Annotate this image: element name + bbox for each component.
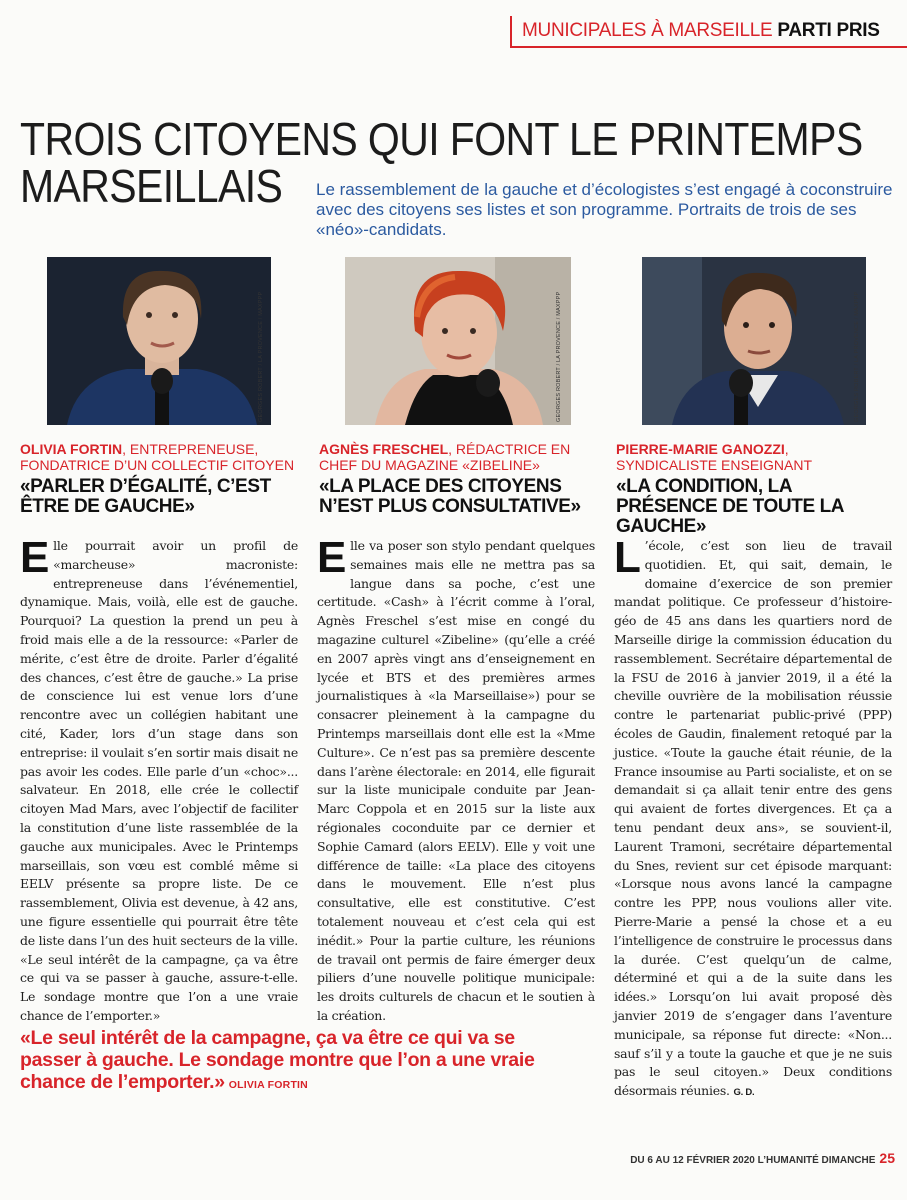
dropcap: E (20, 533, 50, 582)
quote-heading: «PARLER D’ÉGALITÉ, C’EST ÊTRE DE GAUCHE» (20, 476, 271, 517)
section-kicker (0, 12, 907, 52)
photo-credit: GEORGES ROBERT / LA PROVENCE / MAXPPP (556, 291, 562, 422)
kicker-tag: PARTI PRIS (777, 20, 880, 41)
person-role: , SYNDICALISTE ENSEIGNANT (616, 441, 813, 473)
portrait-photo-agnes-freschel (345, 257, 571, 425)
pull-quote-attribution: OLIVIA FORTIN (228, 1079, 308, 1091)
person-role: , RÉDACTRICE EN CHEF DU MAGAZINE «ZIBELINE» (319, 441, 571, 473)
article-body-2 (317, 533, 595, 1026)
pull-quote (20, 1027, 580, 1096)
body-text: lle pourrait avoir un profil de «marcheuse» macroniste: entrepreneuse dans l’événementiel, dynamique. Mais, voilà, elle est de gauche. Pourquoi? La question la prend un peu à froid mais elle a de la ressource: «Parler de mérite, c’est être de droite. Parler d’égalité des chances, c’est être de gauche.» La prise de conscience lui est venue lors d’une rencontre avec un collégien habitant une cité, Kader, lors d’un stage dans son entreprise: il voulait s’en sortir mais disait ne pas avoir les codes. Elle parle d’un «choc»... salvateur. En 2018, elle crée le collectif citoyen Mad Mars, avec l’objectif de faciliter la constitution d’une liste rassemblée de la gauche aux municipales. Avec le Printemps marseillais, son vœu est comblé même si EELV présente sa propre liste. De ce rassemblement, Olivia est devenue, à 42 ans, une figure essentielle qui pourrait être tête de liste dans l’un des huit secteurs de la ville. «Le seul intérêt de la campagne, ça va être ce qui va se passer à gauche, assure-t-elle. Le sondage montre que l’on a une vraie chance de l’emporter.» (20, 538, 298, 1023)
byline (616, 441, 892, 473)
photo-credit: GEORGES ROBERT / LA PROVENCE / MAXPPP (854, 291, 860, 422)
dropcap: E (317, 533, 347, 582)
byline (319, 441, 595, 473)
article-body-1 (20, 533, 298, 1026)
person-name: PIERRE-MARIE GANOZZI (616, 441, 785, 457)
kicker-text (522, 20, 880, 42)
author-signature: G. D. (733, 1087, 755, 1099)
kicker-section: MUNICIPALES À MARSEILLE (522, 20, 773, 41)
person-name: AGNÈS FRESCHEL (319, 441, 449, 457)
portrait-photo-olivia-fortin (47, 257, 271, 425)
article-body-3 (614, 533, 892, 1103)
page-footer (630, 1150, 895, 1166)
article-headline: TROIS CITOYENS QUI FONT LE PRINTEMPS MARSEILLAIS (20, 113, 863, 213)
body-text: ’école, c’est son lieu de travail quotidien. Et, qui sait, demain, le domaine d’exercice de son premier mandat politique. Ce professeur d’histoire-géo de 45 ans dans les quartiers nord de Marseille dirige la commission éducation du rassemblement. Secrétaire départemental de la FSU de 2016 à janvier 2019, il a été la cheville ouvrière de la mobilisation réussie contre le partenariat public-privé (PPP) écoles de Gaudin, finalement retoqué par la justice. «Toute la gauche était réunie, de la France insoumise au Parti socialiste, et on se demandait si ça allait tenir entre des gens qui avaient de fortes divergences. Et ça a tenu pendant deux ans», se souvient-il, Laurent Tramoni, secrétaire départemental du Snes, revient sur cet épisode marquant: «Lorsque nous avons lancé la campagne contre les PPP, nous voulions aller vite. Pierre-Marie a pensé la chose et a eu l’intelligence de construire le processus dans la durée. C’est quelqu’un de calme, déterminé et qui a de la suite dans les idées.» Lorsqu’on lui avait proposé dès janvier 2019 de s’engager dans l’aventure municipale, sa réponse fut directe: «Non... sauf s’il y a toute la gauche et que je ne suis pas le seul citoyen.» Deux conditions désormais réunies. (614, 538, 892, 1099)
body-text: lle va poser son stylo pendant quelques semaines mais elle ne mettra pas sa langue dans sa poche, c’est une certitude. «Cash» à l’écrit comme à l’oral, Agnès Freschel s’est mise en congé du magazine culturel «Zibeline» (qu’elle a créé en 2007 après vingt ans d’enseignement en lycée et BTS et des premières armes journalistiques à «la Marseillaise») pour se consacrer pleinement à la campagne du Printemps marseillais dont elle est la «Mme Culture». Ce n’est pas sa première descente dans l’arène électorale: en 2014, elle figurait sur la liste municipale conduite par Jean-Marc Coppola et en 2015 sur la liste aux régionales coconduite par ce dernier et Sophie Camard (alors EELV). Elle y voit une différence de taille: «La place des citoyens dans le mouvement. Elle n’est plus consultative, elle est constitutive. C’est totalement nouveau et c’est cela qui est inédit.» Pour la partie culture, les réunions de travail ont permis de faire émerger deux piliers d’une nouvelle politique municipale: les droits culturels de chacun et le soutien à la création. (317, 538, 595, 1023)
page-number: 25 (879, 1150, 895, 1166)
article-standfirst: Le rassemblement de la gauche et d’écologistes s’est engagé à coconstruire avec des citoyens ses listes et son programme. Portraits de trois de ses «néo»-candidats. (316, 180, 893, 239)
quote-heading: «LA CONDITION, LA PRÉSENCE DE TOUTE LA GAUCHE» (616, 476, 844, 537)
footer-dateline: DU 6 AU 12 FÉVRIER 2020 L’HUMANITÉ DIMANCHE (630, 1155, 876, 1166)
dropcap: L (614, 533, 641, 582)
quote-heading: «LA PLACE DES CITOYENS N’EST PLUS CONSULTATIVE» (319, 476, 581, 517)
kicker-bar (510, 16, 512, 48)
photo-credit: GEORGES ROBERT / LA PROVENCE / MAXPPP (258, 291, 264, 422)
portrait-photo-pierre-marie-ganozzi (642, 257, 866, 425)
pull-quote-text: «Le seul intérêt de la campagne, ça va être ce qui va se passer à gauche. Le sondage montre que l’on a une vraie chance de l’emporter.» (20, 1027, 535, 1093)
person-role: , ENTREPRENEUSE, FONDATRICE D’UN COLLECTIF CITOYEN (20, 441, 295, 473)
portrait-header-2 (319, 441, 595, 517)
portrait-header-1 (20, 441, 296, 517)
person-name: OLIVIA FORTIN (20, 441, 123, 457)
portrait-header-3 (616, 441, 892, 537)
byline (20, 441, 296, 473)
kicker-rule (510, 46, 907, 48)
